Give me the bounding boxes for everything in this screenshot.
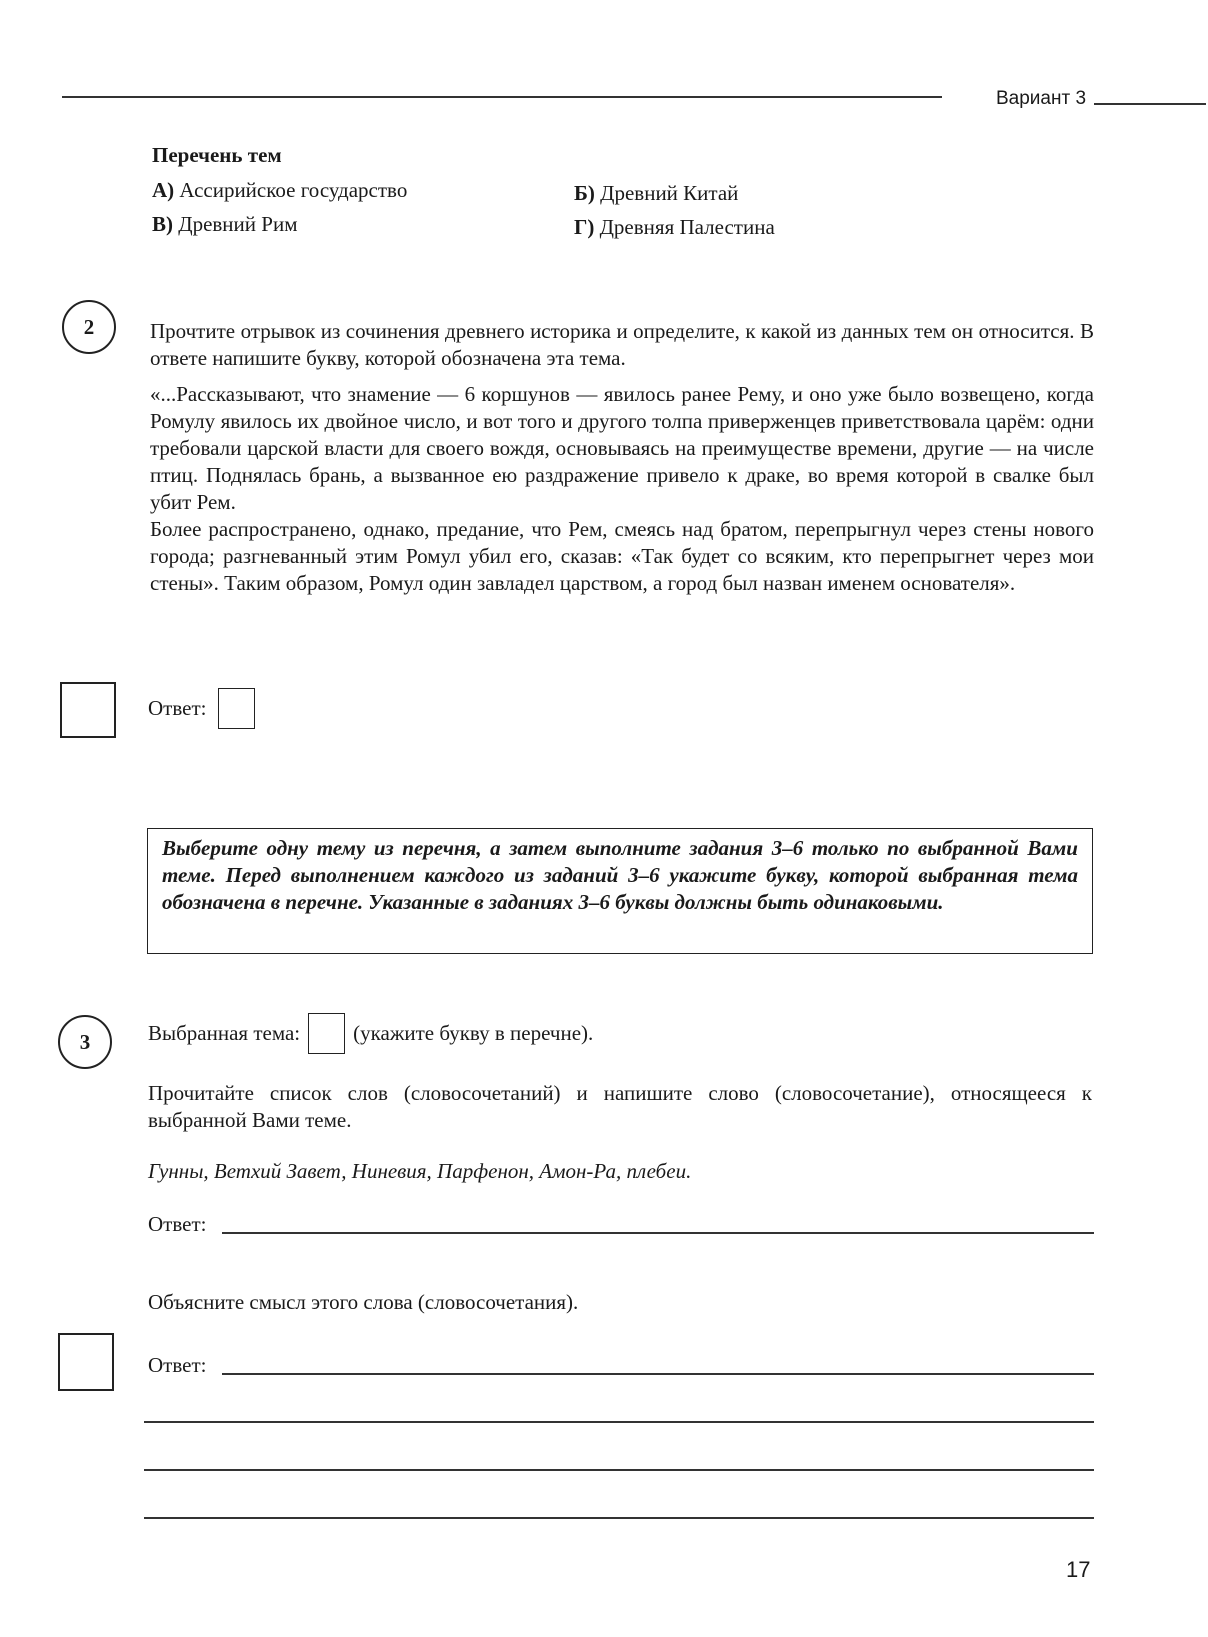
notice-text: Выберите одну тему из перечня, а затем выполните задания 3–6 только по выбранной Вами теме. Перед выполнением каждого из заданий 3–6 укажите букву, которой выбранная тема обозначена в перечне. Указанные в заданиях 3–6 буквы должны быть одинаковыми. <box>162 836 1078 914</box>
header-rule-right <box>1094 103 1206 105</box>
topic-name: Ассирийское государство <box>179 178 408 202</box>
task2-answer <box>148 688 255 729</box>
task3-instruction: Прочитайте список слов (словосочетаний) и напишите слово (словосочетание), относящееся к выбранной Вами теме. <box>148 1081 1092 1132</box>
task2-excerpt <box>150 381 1094 597</box>
task2-instruction: Прочтите отрывок из сочинения древнего историка и определите, к какой из данных тем он относится. В ответе напишите букву, которой обозначена эта тема. <box>150 319 1094 370</box>
topic-letter: Г) <box>574 215 595 239</box>
topic-item-g <box>574 214 775 241</box>
variant-label: Вариант 3 <box>996 88 1087 109</box>
chosen-topic-hint: (укажите букву в перечне). <box>353 1021 594 1045</box>
chosen-topic-row <box>148 1013 593 1054</box>
answer-line[interactable] <box>144 1469 1094 1471</box>
task-number-circle: 3 <box>58 1015 112 1069</box>
score-box <box>58 1333 114 1391</box>
topic-name: Древняя Палестина <box>599 215 775 239</box>
header-rule-left <box>62 96 942 98</box>
instruction-notice <box>147 828 1093 954</box>
chosen-topic-box[interactable] <box>308 1013 345 1054</box>
topic-letter: В) <box>152 212 173 236</box>
task3-explain: Объясните смысл этого слова (словосочетания). <box>148 1290 579 1314</box>
chosen-topic-label: Выбранная тема: <box>148 1021 301 1045</box>
task3-answer-label-2: Ответ: <box>148 1353 207 1377</box>
answer-line[interactable] <box>222 1373 1094 1375</box>
answer-label: Ответ: <box>148 696 207 720</box>
page-number: 17 <box>1066 1557 1091 1582</box>
topic-name: Древний Китай <box>600 181 739 205</box>
excerpt-paragraph-1: «...Рассказывают, что знамение — 6 коршунов — явилось ранее Рему, и оно уже было возвещено, когда Ромулу явилось их двойное число, и вот того и другого толпа приверженцев приветствовала царём: одни требовали царской власти для своего вождя, основываясь на преимуществе времени, другие — на числе птиц. Поднялась брань, а вызванное ею раздражение привело к драке, во время которой в свалке был убит Рем. <box>150 382 1094 514</box>
topic-item-a <box>152 177 407 204</box>
answer-letter-box[interactable] <box>218 688 255 729</box>
task3-word-list: Гунны, Ветхий Завет, Ниневия, Парфенон, Амон-Ра, плебеи. <box>148 1159 692 1183</box>
topic-item-v <box>152 211 297 238</box>
topic-name: Древний Рим <box>178 212 298 236</box>
task-number-circle: 2 <box>62 300 116 354</box>
score-box <box>60 682 116 738</box>
topic-item-b <box>574 180 738 207</box>
topic-letter: А) <box>152 178 175 202</box>
task3-answer-label: Ответ: <box>148 1212 207 1236</box>
topics-title: Перечень тем <box>152 143 282 167</box>
answer-line[interactable] <box>144 1421 1094 1423</box>
answer-line[interactable] <box>222 1232 1094 1234</box>
excerpt-paragraph-2: Более распространено, однако, предание, что Рем, смеясь над братом, перепрыгнул через стены нового города; разгневанный этим Ромул убил его, сказав: «Так будет со всяким, кто перепрыгнет через мои стены». Таким образом, Ромул один завладел царством, а город был назван именем основателя». <box>150 517 1094 595</box>
topic-letter: Б) <box>574 181 595 205</box>
answer-line[interactable] <box>144 1517 1094 1519</box>
